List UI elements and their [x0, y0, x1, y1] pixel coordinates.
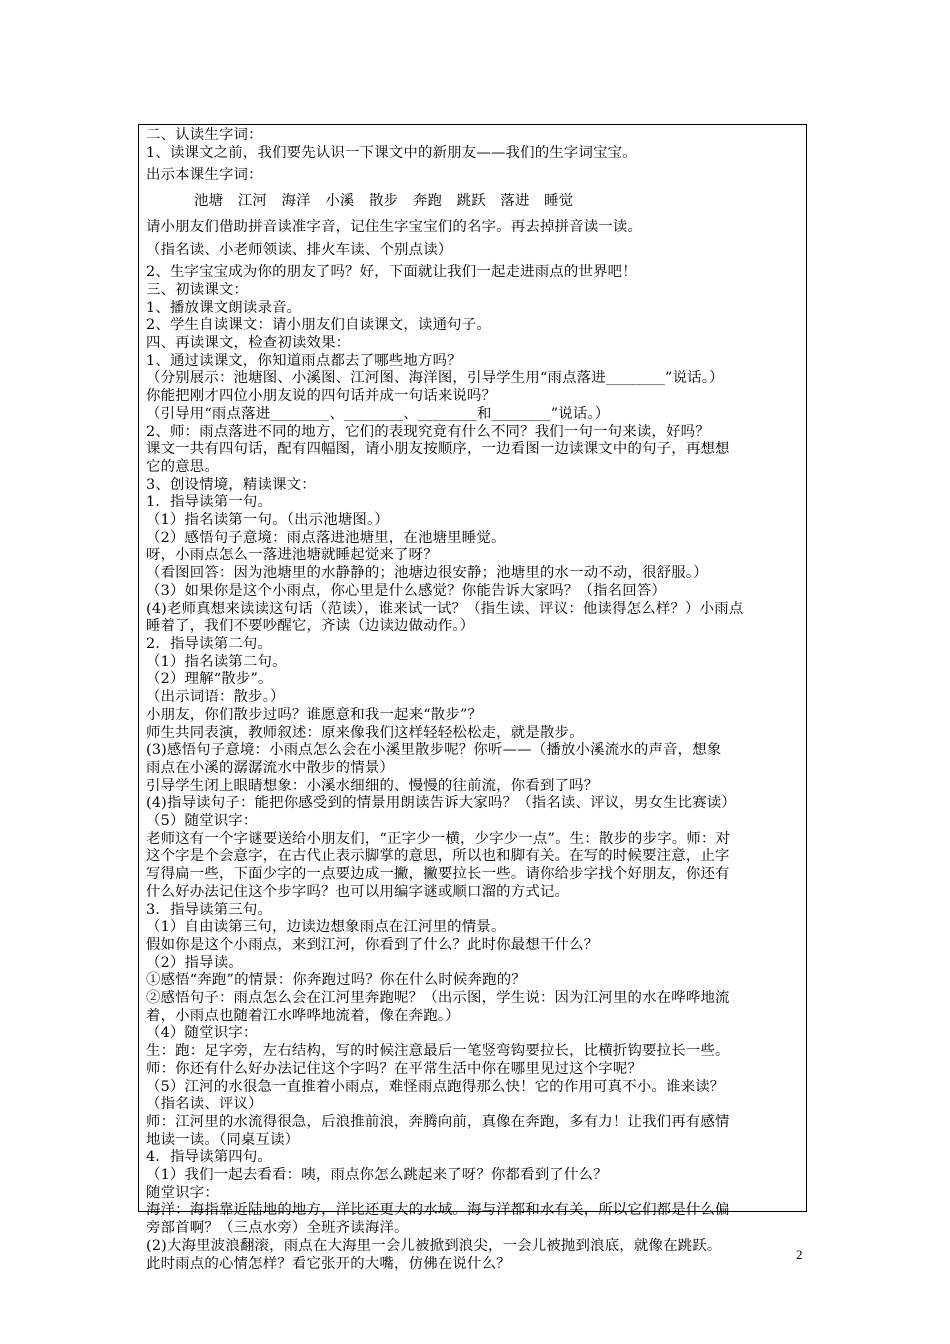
- text-line: 雨点在小溪的潺潺流水中散步的情景）: [146, 759, 395, 776]
- text-line: 假如你是这个小雨点，来到江河，你看到了什么？此时你最想干什么？: [146, 936, 599, 953]
- text-line: 呀，小雨点怎么一落进池塘就睡起觉来了呀？: [146, 547, 438, 564]
- text-line: 海洋：海指靠近陆地的地方，洋比还更大的水域。海与洋都和水有关，所以它们都是什么偏: [146, 1202, 730, 1219]
- text-line: 1、读课文之前，我们要先认识一下课文中的新朋友——我们的生字词宝宝。: [146, 144, 637, 161]
- text-line: 4．指导读第四句。: [146, 1149, 273, 1166]
- text-line: (4)指导读句子：能把你感受到的情景用朗读告诉大家吗？（指名读、评议，男女生比赛读）: [146, 795, 737, 812]
- text-line: （2）理解“散步”。: [146, 671, 273, 688]
- text-line: 二、认读生字词：: [146, 127, 263, 143]
- vocabulary-list: 池塘 江河 海洋 小溪 散步 奔跑 跳跃 落进 睡觉: [194, 193, 574, 210]
- text-line: 什么好办法记住这个步字吗？也可以用编字谜或顺口溜的方式记。: [146, 883, 570, 900]
- text-line: 3．指导读第三句。: [146, 901, 273, 918]
- text-line: （2）指导读。: [146, 954, 243, 971]
- text-line: （1）指名读第二句。: [146, 653, 287, 670]
- text-line: 请小朋友们借助拼音读准字音，记住生字宝宝们的名字。再去掉拼音读一读。: [146, 218, 643, 235]
- text-line: 生：跑：足字旁，左右结构，写的时候注意最后一笔竖弯钩要拉长，比横折钩要拉长一些。: [146, 1043, 730, 1060]
- text-line: （分别展示：池塘图、小溪图、江河图、海洋图，引导学生用“雨点落进________”说话。）: [146, 370, 724, 387]
- text-line: 1、通过读课文，你知道雨点都去了哪些地方吗？: [146, 352, 462, 369]
- text-line: 旁部首啊？（三点水旁）全班齐读海洋。: [146, 1220, 409, 1237]
- text-line: 它的意思。: [146, 458, 219, 475]
- text-line: （4）随堂识字：: [146, 1025, 258, 1042]
- text-line: （2）感悟句子意境：雨点落进池塘里，在池塘里睡觉。: [146, 529, 506, 546]
- text-line: （引导用“雨点落进________、________、________和________”说话。）: [146, 405, 610, 422]
- page-number: 2: [796, 1247, 803, 1262]
- text-line: ②感悟句子：雨点怎么会在江河里奔跑呢？（出示图，学生说：因为江河里的水在哗哗地流: [146, 990, 730, 1007]
- text-line: （指名读、评议）: [146, 1096, 263, 1113]
- text-line: 3、创设情境，精读课文：: [146, 476, 316, 493]
- text-line: 老师这有一个字谜要送给小朋友们，“正字少一横，少字少一点”。生：散步的步字。师：对: [146, 830, 731, 847]
- text-line: （3）如果你是这个小雨点，你心里是什么感觉？你能告诉大家吗？（指名回答）: [146, 582, 667, 599]
- text-line: 2、师：雨点落进不同的地方，它们的表现究竟有什么不同？我们一句一句来读，好吗？: [146, 423, 710, 440]
- text-line: （1）自由读第三句，边读边想象雨点在江河里的情景。: [146, 919, 506, 936]
- text-line: 你能把刚才四位小朋友说的四句话并成一句话来说吗？: [146, 388, 497, 405]
- text-line: 睡着了，我们不要吵醒它，齐读（边读边做动作。）: [146, 618, 475, 635]
- text-line: 此时雨点的心情怎样？看它张开的大嘴，仿佛在说什么？: [146, 1255, 511, 1272]
- text-line: 引导学生闭上眼睛想象：小溪水细细的、慢慢的往前流，你看到了吗？: [146, 777, 599, 794]
- text-line: （1）指名读第一句。（出示池塘图。）: [146, 512, 389, 529]
- text-line: （看图回答：因为池塘里的水静静的；池塘边很安静；池塘里的水一动不动，很舒服。）: [146, 565, 708, 582]
- text-line: ①感悟“奔跑”的情景：你奔跑过吗？你在什么时候奔跑的？: [146, 972, 526, 989]
- text-line: （指名读、小老师领读、排火车读、个别点读）: [146, 241, 453, 258]
- text-line: 师生共同表演，教师叙述：原来像我们这样轻轻松松走，就是散步。: [146, 724, 584, 741]
- text-line: 师：你还有什么好办法记住这个字吗？在平常生活中你在哪里见过这个字呢？: [146, 1060, 643, 1077]
- lesson-content: [146, 127, 804, 1273]
- text-line: 写得扁一些，下面少字的一点要边成一撇，撇要拉长一些。请你给步字找个好朋友，你还有: [146, 866, 730, 883]
- text-line: （1）我们一起去看看：咦，雨点你怎么跳起来了呀？你都看到了什么？: [146, 1167, 608, 1184]
- text-line: 小朋友，你们散步过吗？谁愿意和我一起来“散步”？: [146, 706, 483, 723]
- text-line: 2、学生自读课文：请小朋友们自读课文，读通句子。: [146, 317, 491, 334]
- text-line: 2．指导读第二句。: [146, 635, 273, 652]
- text-line: 随堂识字：: [146, 1184, 219, 1201]
- text-line: 这个字是个会意字，在古代止表示脚掌的意思，所以也和脚有关。在写的时候要注意，止字: [146, 848, 730, 865]
- section-heading: 三、初读课文：: [146, 281, 249, 298]
- text-line: (2)大海里波浪翻滚，雨点在大海里一会儿被掀到浪尖，一会儿被抛到浪底，就像在跳跃。: [146, 1237, 722, 1254]
- text-line: 2、生字宝宝成为你的朋友了吗？好，下面就让我们一起走进雨点的世界吧！: [146, 264, 637, 281]
- text-line: 1、播放课文朗读录音。: [146, 299, 302, 316]
- text-line: 出示本课生字词：: [146, 167, 263, 184]
- text-line: （出示词语：散步。）: [146, 689, 285, 706]
- text-line: 师：江河里的水流得很急，后浪推前浪，奔腾向前，真像在奔跑，多有力！让我们再有感情: [146, 1113, 730, 1130]
- text-line: (4)老师真想来读读这句话（范读），谁来试一试？（指生读、评议：他读得怎么样？）小雨点: [146, 600, 744, 617]
- text-line: (3)感悟句子意境：小雨点怎么会在小溪里散步呢？你听——（播放小溪流水的声音，想象: [146, 742, 722, 759]
- section-heading: 四、再读课文，检查初读效果：: [146, 335, 351, 352]
- text-line: （5）江河的水很急一直推着小雨点，难怪雨点跑得那么快！它的作用可真不小。谁来读？: [146, 1078, 725, 1095]
- text-line: 着，小雨点也随着江水哗哗地流着，像在奔跑。）: [146, 1007, 460, 1024]
- text-line: （5）随堂识字：: [146, 813, 258, 830]
- text-line: 课文一共有四句话，配有四幅图，请小朋友按顺序，一边看图一边读课文中的句子，再想想: [146, 441, 730, 458]
- text-line: 地读一读。（同桌互读）: [146, 1131, 300, 1148]
- text-line: 1．指导读第一句。: [146, 494, 273, 511]
